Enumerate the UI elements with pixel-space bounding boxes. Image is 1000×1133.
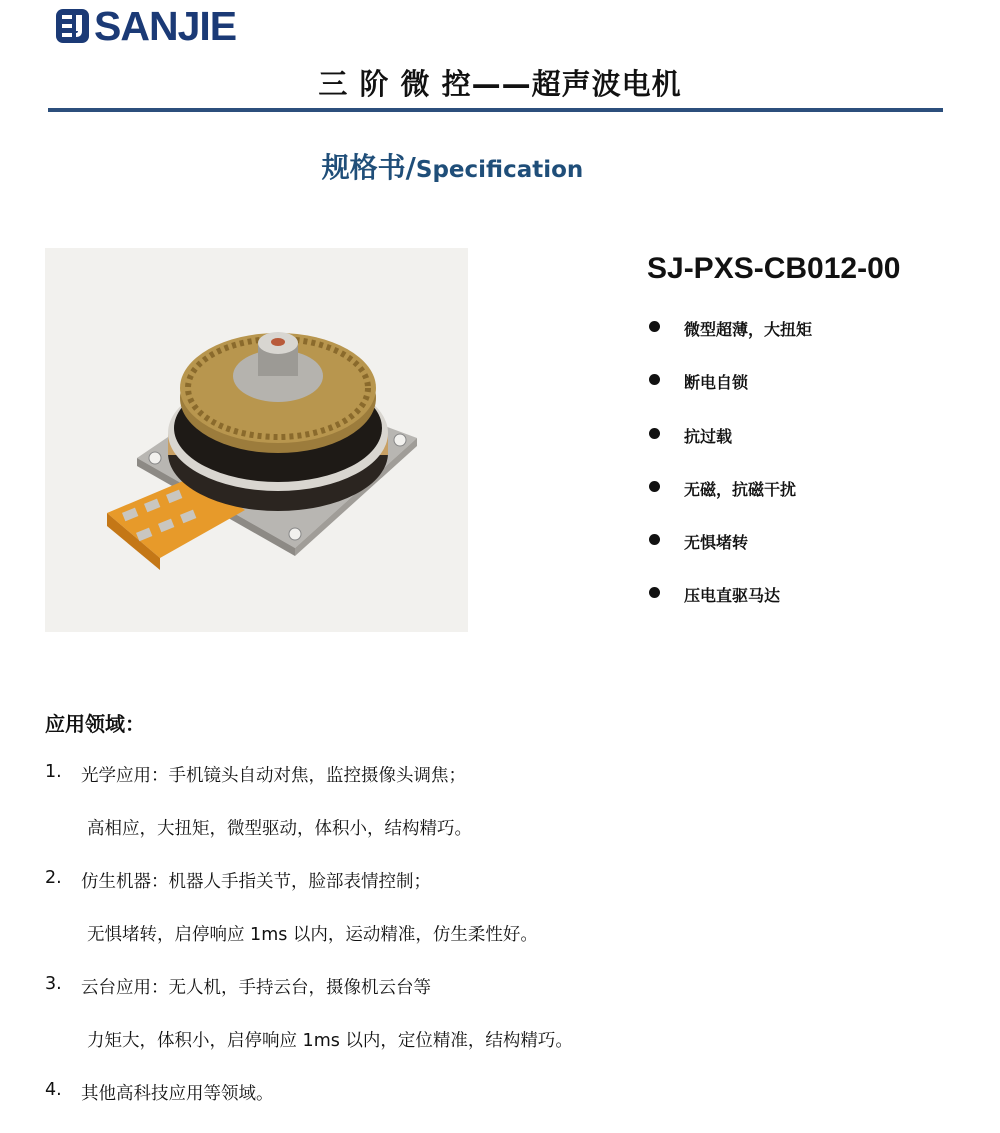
application-title: 仿生机器：机器人手指关节，脸部表情控制； [81,872,431,892]
spec-heading-zh: 规格书/ [321,151,416,184]
bullet-icon [649,481,660,492]
application-title: 光学应用：手机镜头自动对焦，监控摄像头调焦； [81,766,466,786]
application-detail: 无惧堵转，启停响应 1ms 以内，运动精准，仿生柔性好。 [87,925,538,945]
feature-item [647,583,812,636]
bullet-icon [649,321,660,332]
product-photo [45,248,468,632]
feature-item [647,530,812,583]
applications-heading: 应用领域： [45,712,145,736]
ultrasonic-motor-illustration [45,248,468,632]
feature-label: 抗过载 [684,426,733,446]
spec-heading [0,146,905,186]
bullet-icon [649,428,660,439]
feature-item [647,370,812,423]
bullet-icon [649,587,660,598]
feature-item [647,477,812,530]
application-item [45,1080,573,1133]
feature-label: 无磁，抗磁干扰 [684,479,797,499]
feature-item [647,317,812,370]
feature-list [647,317,812,637]
feature-label: 断电自锁 [684,373,749,393]
feature-label: 压电直驱马达 [684,586,781,606]
applications-list [45,762,573,1133]
application-title: 其他高科技应用等领域。 [81,1084,274,1104]
bullet-icon [649,374,660,385]
item-number: 2. [45,868,62,888]
sanjie-logo-icon [55,6,91,46]
spec-heading-en: Specification [415,157,584,183]
company-logo [55,3,237,49]
feature-label: 无惧堵转 [684,533,749,553]
bullet-icon [649,534,660,545]
application-detail: 高相应，大扭矩，微型驱动，体积小，结构精巧。 [87,819,472,839]
feature-label: 微型超薄，大扭矩 [684,320,813,339]
item-number: 1. [45,762,62,782]
document-title: 三 阶 微 控——超声波电机 [318,67,682,101]
item-number: 3. [45,974,62,994]
application-item [45,868,573,974]
item-number: 4. [45,1080,62,1100]
application-item [45,762,573,868]
feature-item [647,424,812,477]
model-number: SJ-PXS-CB012-00 [647,252,901,285]
application-item [45,974,573,1080]
brand-name: SANJIE [94,3,237,49]
application-title: 云台应用：无人机，手持云台，摄像机云台等 [81,978,431,998]
header-divider [48,108,943,112]
application-detail: 力矩大，体积小，启停响应 1ms 以内，定位精准，结构精巧。 [87,1031,573,1051]
